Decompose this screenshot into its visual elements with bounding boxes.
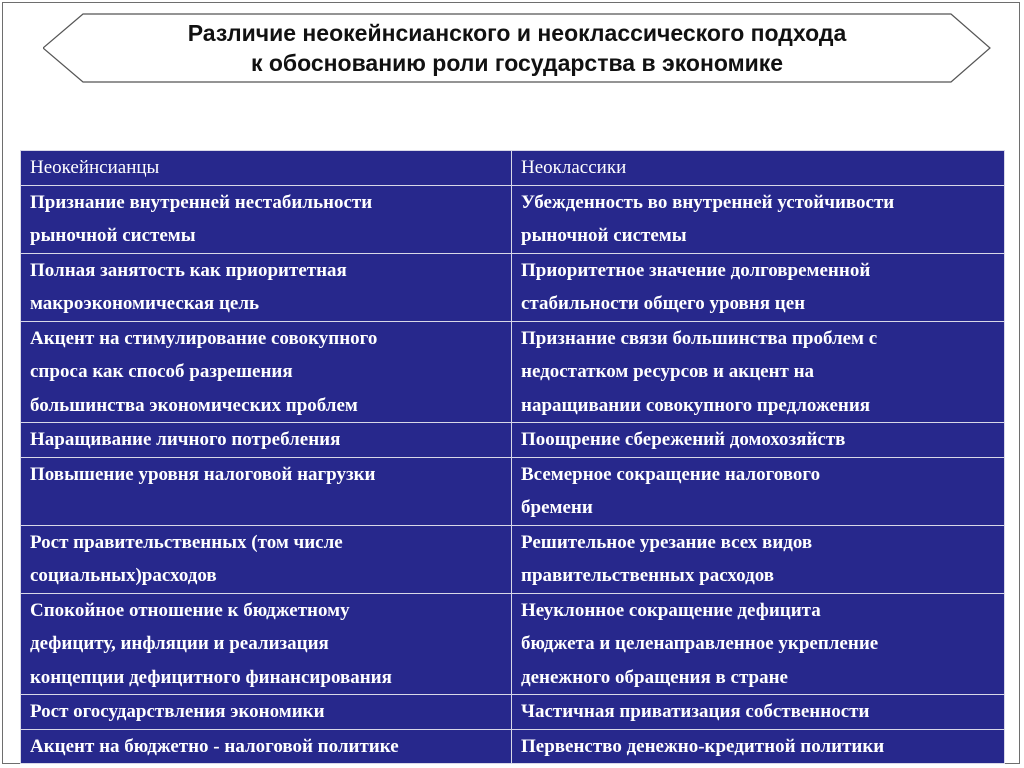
- table-row: [21, 185, 1005, 253]
- table-cell-right: Всемерное сокращение налогового бремени: [512, 457, 1005, 525]
- header-neokeynesians: Неокейнсианцы: [21, 151, 512, 186]
- table-row: [21, 321, 1005, 423]
- table-row: [21, 423, 1005, 458]
- title-line-1: Различие неокейнсианского и неоклассического подхода: [187, 20, 847, 46]
- table-cell-right: Решительное урезание всех видов правительственных расходов: [512, 525, 1005, 593]
- table-cell-right: Признание связи большинства проблем с недостатком ресурсов и акцент на наращивании совокупного предложения: [512, 321, 1005, 423]
- table-row: [21, 729, 1005, 764]
- table-cell-left: Признание внутренней нестабильности рыночной системы: [21, 185, 512, 253]
- table-cell-right: Неуклонное сокращение дефицита бюджета и целенаправленное укрепление денежного обращения в стране: [512, 593, 1005, 695]
- page-title: [43, 13, 991, 83]
- table-row: [21, 593, 1005, 695]
- table-cell-left: Акцент на стимулирование совокупного спроса как способ разрешения большинства экономических проблем: [21, 321, 512, 423]
- table-row: [21, 253, 1005, 321]
- header-neoclassics: Неоклассики: [512, 151, 1005, 186]
- table-cell-right: Поощрение сбережений домохозяйств: [512, 423, 1005, 458]
- table-cell-right: Первенство денежно-кредитной политики: [512, 729, 1005, 764]
- table-cell-left: Рост правительственных (том числе социальных)расходов: [21, 525, 512, 593]
- table-row: [21, 525, 1005, 593]
- table-row: [21, 457, 1005, 525]
- title-line-2: к обоснованию роли государства в экономике: [250, 50, 784, 76]
- table-cell-right: Убежденность во внутренней устойчивости рыночной системы: [512, 185, 1005, 253]
- table-cell-left: Повышение уровня налоговой нагрузки: [21, 457, 512, 525]
- table-cell-left: Акцент на бюджетно - налоговой политике: [21, 729, 512, 764]
- table-cell-right: Частичная приватизация собственности: [512, 695, 1005, 730]
- table-cell-right: Приоритетное значение долговременной стабильности общего уровня цен: [512, 253, 1005, 321]
- table-cell-left: Полная занятость как приоритетная макроэкономическая цель: [21, 253, 512, 321]
- table-cell-left: Рост огосударствления экономики: [21, 695, 512, 730]
- table-row: [21, 695, 1005, 730]
- title-banner: [43, 13, 991, 83]
- comparison-table: [20, 150, 1005, 764]
- table-cell-left: Наращивание личного потребления: [21, 423, 512, 458]
- table-header-row: [21, 151, 1005, 186]
- table-cell-left: Спокойное отношение к бюджетному дефициту, инфляции и реализация концепции дефицитного финансирования: [21, 593, 512, 695]
